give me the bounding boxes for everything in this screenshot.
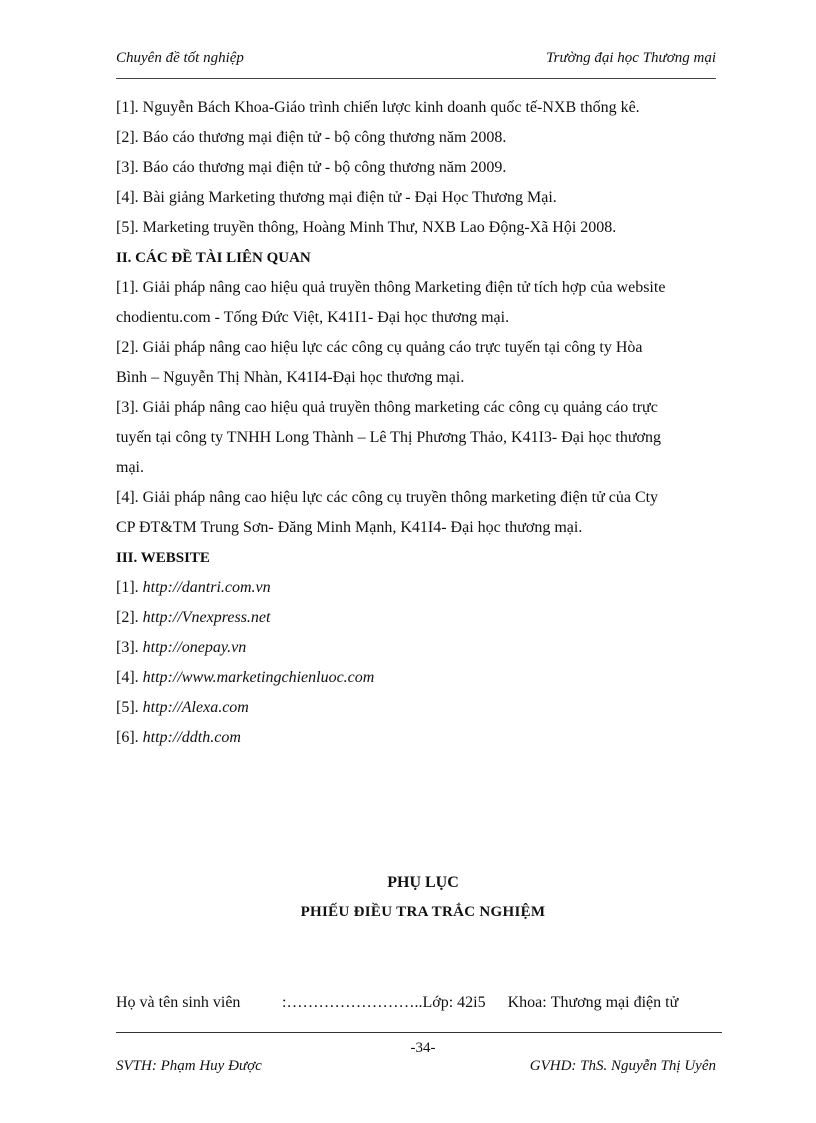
website-link[interactable]: http://Vnexpress.net [142,609,271,626]
class-value: 42i5 [457,994,486,1011]
reference-item: [1]. Nguyễn Bách Khoa-Giáo trình chiến lược kinh doanh quốc tế-NXB thống kê. [116,99,640,116]
related-topic-item: [1]. Giải pháp nâng cao hiệu quả truyền thông Marketing điện tử tích hợp của website chodientu.com - Tống Đức Việt, K41I1- Đại học thương mại. [116,279,666,326]
reference-item: [2]. Báo cáo thương mại điện tử - bộ công thương năm 2008. [116,129,507,146]
website-link[interactable]: http://www.marketingchienluoc.com [142,669,375,686]
form-rule-left [116,1032,284,1033]
related-topic-item: [2]. Giải pháp nâng cao hiệu lực các công cụ quảng cáo trực tuyến tại công ty Hòa Bình – Nguyễn Thị Nhàn, K41I4-Đại học thương mại. [116,339,643,386]
footer-left: SVTH: Phạm Huy Được [116,1058,262,1074]
reference-item: [5]. Marketing truyền thông, Hoàng Minh Thư, NXB Lao Động-Xã Hội 2008. [116,219,617,236]
page-footer [116,1058,716,1078]
header-right: Trường đại học Thương mại [546,50,716,66]
website-link[interactable]: http://dantri.com.vn [142,579,271,596]
main-content [116,93,730,753]
website-link[interactable]: http://Alexa.com [142,699,249,716]
header-rule [116,78,716,79]
name-fill: :…………………….. [282,994,423,1011]
survey-info-row [116,994,736,1012]
section-heading-website: III. WEBSITE [116,550,210,566]
related-topic-item: [3]. Giải pháp nâng cao hiệu quả truyền thông marketing các công cụ quảng cáo trực tuyến tại công ty TNHH Long Thành – Lê Thị Phương Thảo, K41I3- Đại học thương mại. [116,399,662,476]
reference-item: [4]. Bài giảng Marketing thương mại điện tử - Đại Học Thương Mại. [116,189,557,206]
class-label: Lớp: [422,994,454,1011]
website-item: [3]. http://onepay.vn [116,639,247,656]
name-label: Họ và tên sinh viên [116,994,241,1011]
header-left: Chuyên đề tốt nghiệp [116,50,244,66]
dept-label: Khoa: [507,994,547,1011]
related-topic-item: [4]. Giải pháp nâng cao hiệu lực các công cụ truyền thông marketing điện tử của Cty CP ĐT&TM Trung Sơn- Đăng Minh Mạnh, K41I4- Đại học thương mại. [116,489,659,536]
website-item: [6]. http://ddth.com [116,729,241,746]
website-item: [2]. http://Vnexpress.net [116,609,271,626]
appendix-title: PHỤ LỤC [387,874,459,891]
website-item: [1]. http://dantri.com.vn [116,579,271,596]
website-item: [4]. http://www.marketingchienluoc.com [116,669,375,686]
website-link[interactable]: http://onepay.vn [142,639,247,656]
section-heading-related-topics: II. CÁC ĐỀ TÀI LIÊN QUAN [116,250,311,266]
page-header [116,50,716,70]
footer-right: GVHD: ThS. Nguyễn Thị Uyên [529,1058,716,1074]
dept-value: Thương mại điện tử [550,994,679,1011]
website-link[interactable]: http://ddth.com [142,729,241,746]
page-number: -34- [410,1040,436,1056]
appendix-subtitle: PHIẾU ĐIỀU TRA TRẮC NGHIỆM [300,904,546,920]
form-rule-right [284,1032,722,1033]
reference-item: [3]. Báo cáo thương mại điện tử - bộ công thương năm 2009. [116,159,507,176]
website-item: [5]. http://Alexa.com [116,699,249,716]
